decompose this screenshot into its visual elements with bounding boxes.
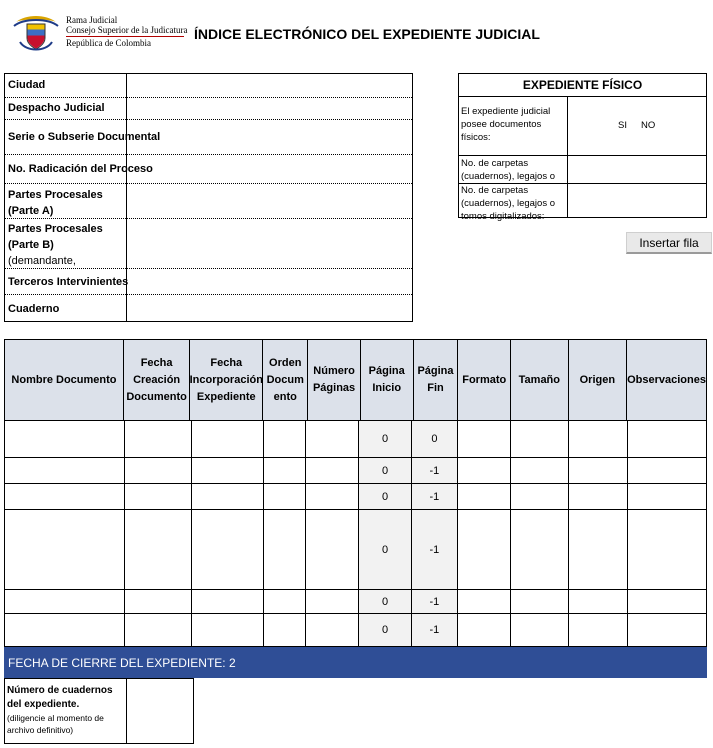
info-label-terceros: Terceros Intervinientes	[8, 276, 129, 288]
cell-numero-paginas[interactable]	[306, 421, 359, 458]
cell-tamano[interactable]	[511, 458, 569, 484]
header-numero-paginas: Número Páginas	[308, 340, 361, 420]
cuadernos-line-1: Número de cuadernos	[7, 685, 113, 696]
cell-fecha-incorporacion[interactable]	[192, 590, 264, 614]
cuadernos-input[interactable]	[127, 679, 193, 743]
cell-orden[interactable]	[264, 614, 305, 646]
cell-origen[interactable]	[569, 614, 628, 646]
cell-origen[interactable]	[569, 484, 628, 510]
header-nombre-documento: Nombre Documento	[5, 340, 124, 420]
digitalizados-input[interactable]	[568, 184, 706, 217]
cell-fecha-creacion[interactable]	[125, 458, 192, 484]
cell-fecha-incorporacion[interactable]	[192, 458, 264, 484]
ciudad-input[interactable]	[127, 74, 412, 97]
table-header	[5, 340, 706, 421]
cell-observaciones[interactable]	[628, 421, 706, 458]
logo-text	[66, 15, 196, 48]
cell-origen[interactable]	[569, 458, 628, 484]
cell-fecha-incorporacion[interactable]	[192, 614, 264, 646]
cell-pagina-inicio: 0	[359, 421, 412, 458]
parte-a-input[interactable]	[127, 184, 412, 218]
fisico-q2-line-2: (cuadernos), legajos o	[461, 171, 555, 182]
cell-fecha-incorporacion[interactable]	[192, 421, 264, 458]
header-formato: Formato	[458, 340, 511, 420]
fisico-question-2	[461, 157, 565, 183]
cell-formato[interactable]	[458, 590, 511, 614]
cell-fecha-incorporacion[interactable]	[192, 510, 264, 590]
fisico-q3-line-2: (cuadernos), legajos o	[461, 198, 555, 209]
terceros-input[interactable]	[127, 269, 412, 294]
cell-fecha-creacion[interactable]	[125, 510, 192, 590]
radicacion-input[interactable]	[127, 155, 412, 183]
header-origen: Origen	[569, 340, 628, 420]
cuaderno-input[interactable]	[127, 295, 412, 321]
logo-line-3: República de Colombia	[66, 38, 151, 48]
cell-formato[interactable]	[458, 484, 511, 510]
coat-of-arms-icon	[12, 12, 60, 54]
header-tamano: Tamaño	[511, 340, 569, 420]
cell-pagina-inicio: 0	[359, 590, 412, 614]
carpetas-input[interactable]	[568, 156, 706, 183]
table-row	[5, 421, 706, 458]
table-row	[5, 510, 706, 590]
cell-orden[interactable]	[264, 590, 305, 614]
info-label-radicacion: No. Radicación del Proceso	[8, 163, 153, 175]
despacho-input[interactable]	[127, 98, 412, 119]
cell-formato[interactable]	[458, 510, 511, 590]
parte-a-line-2: (Parte A)	[8, 205, 54, 217]
expediente-fisico-title: EXPEDIENTE FÍSICO	[459, 74, 706, 97]
cell-numero-paginas[interactable]	[306, 614, 359, 646]
fisico-q3-line-3: tomos digitalizados:	[461, 211, 545, 222]
cell-nombre[interactable]	[5, 484, 125, 510]
logo-divider	[66, 36, 184, 37]
cell-fecha-creacion[interactable]	[125, 590, 192, 614]
cell-pagina-fin: 0	[412, 421, 457, 458]
cell-nombre[interactable]	[5, 510, 125, 590]
cell-origen[interactable]	[569, 421, 628, 458]
parte-b-input[interactable]	[127, 219, 412, 268]
parte-b-line-3: (demandante,	[8, 255, 76, 267]
cell-formato[interactable]	[458, 614, 511, 646]
logo	[12, 12, 60, 54]
cell-origen[interactable]	[569, 590, 628, 614]
page-title: ÍNDICE ELECTRÓNICO DEL EXPEDIENTE JUDICIAL	[194, 26, 540, 42]
info-label-parte-b	[5, 221, 125, 269]
cell-observaciones[interactable]	[628, 590, 706, 614]
cuadernos-label	[7, 684, 125, 736]
info-label-parte-a	[5, 187, 125, 219]
table-row	[5, 458, 706, 484]
cell-numero-paginas[interactable]	[306, 590, 359, 614]
cell-orden[interactable]	[264, 421, 305, 458]
cell-observaciones[interactable]	[628, 510, 706, 590]
fisico-q1-line-3: físicos:	[461, 132, 491, 143]
info-label-despacho: Despacho Judicial	[8, 102, 105, 114]
info-label-serie: Serie o Subserie Documental	[8, 131, 161, 143]
cell-tamano[interactable]	[511, 590, 569, 614]
cell-orden[interactable]	[264, 510, 305, 590]
cell-pagina-inicio: 0	[359, 458, 412, 484]
cell-pagina-fin: -1	[412, 484, 457, 510]
header-observaciones: Observaciones	[627, 340, 706, 420]
cell-nombre[interactable]	[5, 614, 125, 646]
cell-observaciones[interactable]	[628, 484, 706, 510]
serie-input[interactable]	[127, 120, 412, 154]
table-row	[5, 484, 706, 510]
insert-row-button[interactable]: Insertar fila	[626, 232, 712, 254]
cell-pagina-inicio: 0	[359, 510, 412, 590]
logo-line-2: Consejo Superior de la Judicatura	[66, 25, 188, 35]
cell-tamano[interactable]	[511, 421, 569, 458]
header-fecha-incorporacion: Fecha Incorporación Expediente	[190, 340, 263, 420]
cell-orden[interactable]	[264, 458, 305, 484]
fisico-q1-line-2: posee documentos	[461, 119, 542, 130]
cell-numero-paginas[interactable]	[306, 510, 359, 590]
parte-b-line-2: (Parte B)	[8, 239, 54, 251]
cell-pagina-inicio: 0	[359, 614, 412, 646]
header-fecha-creacion: Fecha Creación Documento	[124, 340, 190, 420]
cell-nombre[interactable]	[5, 421, 125, 458]
cell-pagina-inicio: 0	[359, 484, 412, 510]
info-label-ciudad: Ciudad	[8, 79, 46, 91]
cell-fecha-creacion[interactable]	[125, 484, 192, 510]
cell-pagina-fin: -1	[412, 510, 457, 590]
si-option[interactable]: SI	[618, 120, 627, 131]
cell-pagina-fin: -1	[412, 614, 457, 646]
header-orden-documento: Orden Documento	[263, 340, 308, 420]
cell-pagina-fin: -1	[412, 458, 457, 484]
cell-observaciones[interactable]	[628, 458, 706, 484]
cell-tamano[interactable]	[511, 614, 569, 646]
cell-numero-paginas[interactable]	[306, 484, 359, 510]
cuadernos-line-3: (diligencie al momento de	[7, 713, 104, 723]
cell-numero-paginas[interactable]	[306, 458, 359, 484]
cell-fecha-creacion[interactable]	[125, 421, 192, 458]
fecha-cierre-band	[4, 647, 707, 678]
cell-formato[interactable]	[458, 458, 511, 484]
cell-tamano[interactable]	[511, 484, 569, 510]
cell-nombre[interactable]	[5, 458, 125, 484]
logo-line-1: Rama Judicial	[66, 15, 118, 25]
cell-pagina-fin: -1	[412, 590, 457, 614]
cell-fecha-incorporacion[interactable]	[192, 484, 264, 510]
parte-a-line-1: Partes Procesales	[8, 189, 103, 201]
header-pagina-fin: Página Fin	[414, 340, 459, 420]
cell-observaciones[interactable]	[628, 614, 706, 646]
table-body	[5, 421, 706, 646]
fisico-question-1	[461, 105, 565, 144]
cuadernos-line-4: archivo definitivo)	[7, 725, 74, 735]
fisico-q2-line-1: No. de carpetas	[461, 158, 529, 169]
cell-nombre[interactable]	[5, 590, 125, 614]
parte-b-line-1: Partes Procesales	[8, 223, 103, 235]
cell-fecha-creacion[interactable]	[125, 614, 192, 646]
info-label-cuaderno: Cuaderno	[8, 303, 60, 315]
cell-origen[interactable]	[569, 510, 628, 590]
fisico-question-3	[461, 184, 565, 222]
header-pagina-inicio: Página Inicio	[361, 340, 414, 420]
cell-formato[interactable]	[458, 421, 511, 458]
cuadernos-line-2: del expediente.	[7, 699, 80, 710]
fisico-q3-line-1: No. de carpetas	[461, 185, 529, 196]
fisico-q1-line-1: El expediente judicial	[461, 106, 551, 117]
cell-orden[interactable]	[264, 484, 305, 510]
table-row	[5, 590, 706, 614]
cell-tamano[interactable]	[511, 510, 569, 590]
no-option[interactable]: NO	[641, 120, 656, 131]
fecha-cierre-label: FECHA DE CIERRE DEL EXPEDIENTE: 2	[8, 655, 236, 670]
table-row	[5, 614, 706, 646]
